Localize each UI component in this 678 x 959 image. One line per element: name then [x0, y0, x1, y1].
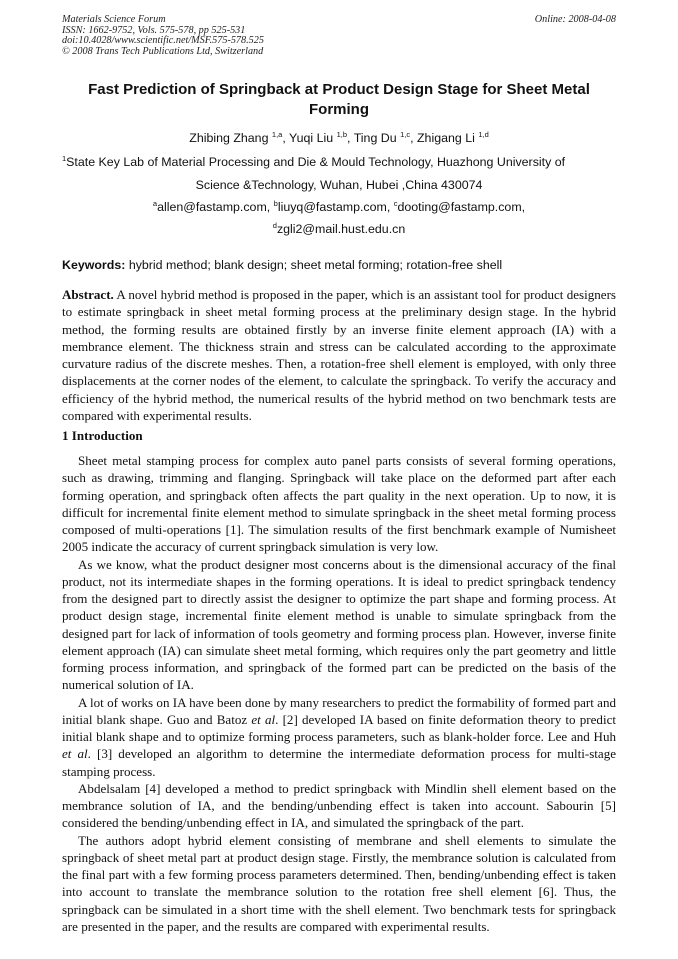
journal-header [62, 15, 616, 57]
author-sup: 1,d [478, 130, 489, 139]
affiliation-line-1 [62, 155, 622, 169]
email-address: zgli2@mail.hust.edu.cn [276, 222, 406, 236]
affiliation-sup: 1 [62, 154, 67, 163]
email-address: dooting@fastamp.com, [397, 200, 526, 214]
affiliation-text: State Key Lab of Material Processing and Die & Mould Technology, Huazhong University of [66, 155, 566, 169]
author-sup: 1,b [336, 130, 348, 139]
author-name: Zhibing Zhang [189, 131, 269, 145]
email-sup: c [393, 199, 398, 208]
abstract-label: Abstract. [62, 287, 114, 302]
abstract [62, 286, 616, 424]
paragraph: The authors adopt hybrid element consisting of membrane and shell elements to simulate the springback of sheet metal part at product design stage. Firstly, the membrance solution is calculated from the final part with a few forming process parameters determined. Then, bending/unbending effect is taken into account to translate the membrance solution to the rotation free shell element [6]. Thus, the springback can be simulated in a short time with the shell element. Two benchmark tests for springback are presented in the paper, and the results are compared with experimental results. [62, 832, 616, 934]
author-name: Ting Du [353, 131, 397, 145]
paragraph-text: . [2] developed IA based on finite deformation theory to predict initial blank shape and to optimize forming process parameters, such as blank-holder force. Lee and Huh [62, 711, 616, 744]
paragraph-text: A lot of works on IA have been done by many researchers to predict the formability of formed part and initial blank shape. Guo and Batoz [62, 694, 616, 727]
paragraph: Sheet metal stamping process for complex auto panel parts consists of several forming operations, such as drawing, trimming and flanging. Springback will take place on the deformed part after each forming operation, and springback often affects the part quality in the next operation. Up to now, it is difficult for incremental finite element method to simulate springback in the sheet metal forming process composed of multi-operations [1]. The simulation results of the first benchmark example of Numisheet 2005 indicate the accuracy of current springback simulation is very low. [62, 453, 616, 555]
section-body [62, 452, 616, 935]
paragraph: Abdelsalam [4] developed a method to predict springback with Mindlin shell element based on the membrance solution of IA, and the bending/unbending effect is taken into account. Sabourin [5] considered the bending/unbending effect in IA, and simulated the springback of the part. [62, 780, 616, 831]
paragraph-text: . [3] developed an algorithm to determine the intermediate deformation process for multi-stage stamping process. [62, 746, 617, 779]
author-sup: 1,a [271, 130, 283, 139]
journal-copyright: © 2008 Trans Tech Publications Ltd, Switzerland [62, 45, 264, 57]
author-list: Zhibing Zhang $^{1,a}$, Yuqi Liu $^{1,b}$, Ting Du $^{1,c}$, Zhigang Li $^{1,d}$ [189, 130, 489, 145]
journal-name: Materials Science Forum [62, 14, 166, 25]
paper-title: Fast Prediction of Springback at Product Design Stage for Sheet Metal Forming [88, 81, 590, 118]
email-address: liuyq@fastamp.com, [277, 200, 391, 214]
keywords [62, 258, 502, 272]
email-line-2 [62, 222, 616, 236]
author-name: Zhigang Li [416, 131, 475, 145]
journal-doi: doi:10.4028/www.scientific.net/MSF.575-578.525 [62, 35, 264, 47]
affiliation-line-2: Science &Technology, Wuhan, Hubei ,China 430074 [195, 178, 483, 192]
email-address: allen@fastamp.com, [157, 200, 271, 214]
online-date: Online: 2008-04-08 [534, 14, 616, 25]
author-name: Yuqi Liu [289, 131, 334, 145]
paragraph [62, 694, 616, 780]
email-sup: a [152, 199, 158, 208]
italic-text: et al [251, 711, 276, 727]
keywords-text: hybrid method; blank design; sheet metal forming; rotation-free shell [128, 258, 503, 272]
email-sup: d [272, 221, 277, 230]
section-heading: 1 Introduction [62, 428, 143, 443]
paragraph: As we know, what the product designer most concerns about is the dimensional accuracy of the final product, not its intermediate shapes in the forming operations. It is ideal to predict springback tendency from the designed part to directly assist the designer to optimize the part shape and forming process. At product design stage, incremental finite element method is unable to simulate springback from the designed part for lack of information of tools geometry and forming process plan. However, inverse finite element approach (IA) can simulate sheet metal forming, which requires only the part geometry and little forming process information, and springback of the formed part can be predicted on the basis of the numerical solution of IA. [62, 556, 616, 693]
email-line-1 [62, 200, 616, 214]
author-sup: 1,c [400, 130, 411, 139]
italic-text: et al [62, 746, 88, 762]
keywords-label: Keywords: [62, 258, 126, 272]
email-sup: b [273, 199, 278, 208]
journal-issn: ISSN: 1662-9752, Vols. 575-578, pp 525-531 [62, 24, 246, 36]
abstract-text: A novel hybrid method is proposed in the paper, which is an assistant tool for product designers to estimate springback in sheet metal forming process at the preliminary design stage. In the hybrid method, the forming results are obtained firstly by an inverse finite element approach (IA) with a membrance element. The thickness strain and stress can be calculated according to the approximate curvature radius of the discrete meshes. Then, a rotation-free shell element is employed, with only three displacements at the corner nodes of the element, to calculate the springback. To verify the accuracy and efficiency of the hybrid method, the numerical results of the hybrid method on two benchmark tests are compared with experimental results. [62, 287, 616, 423]
